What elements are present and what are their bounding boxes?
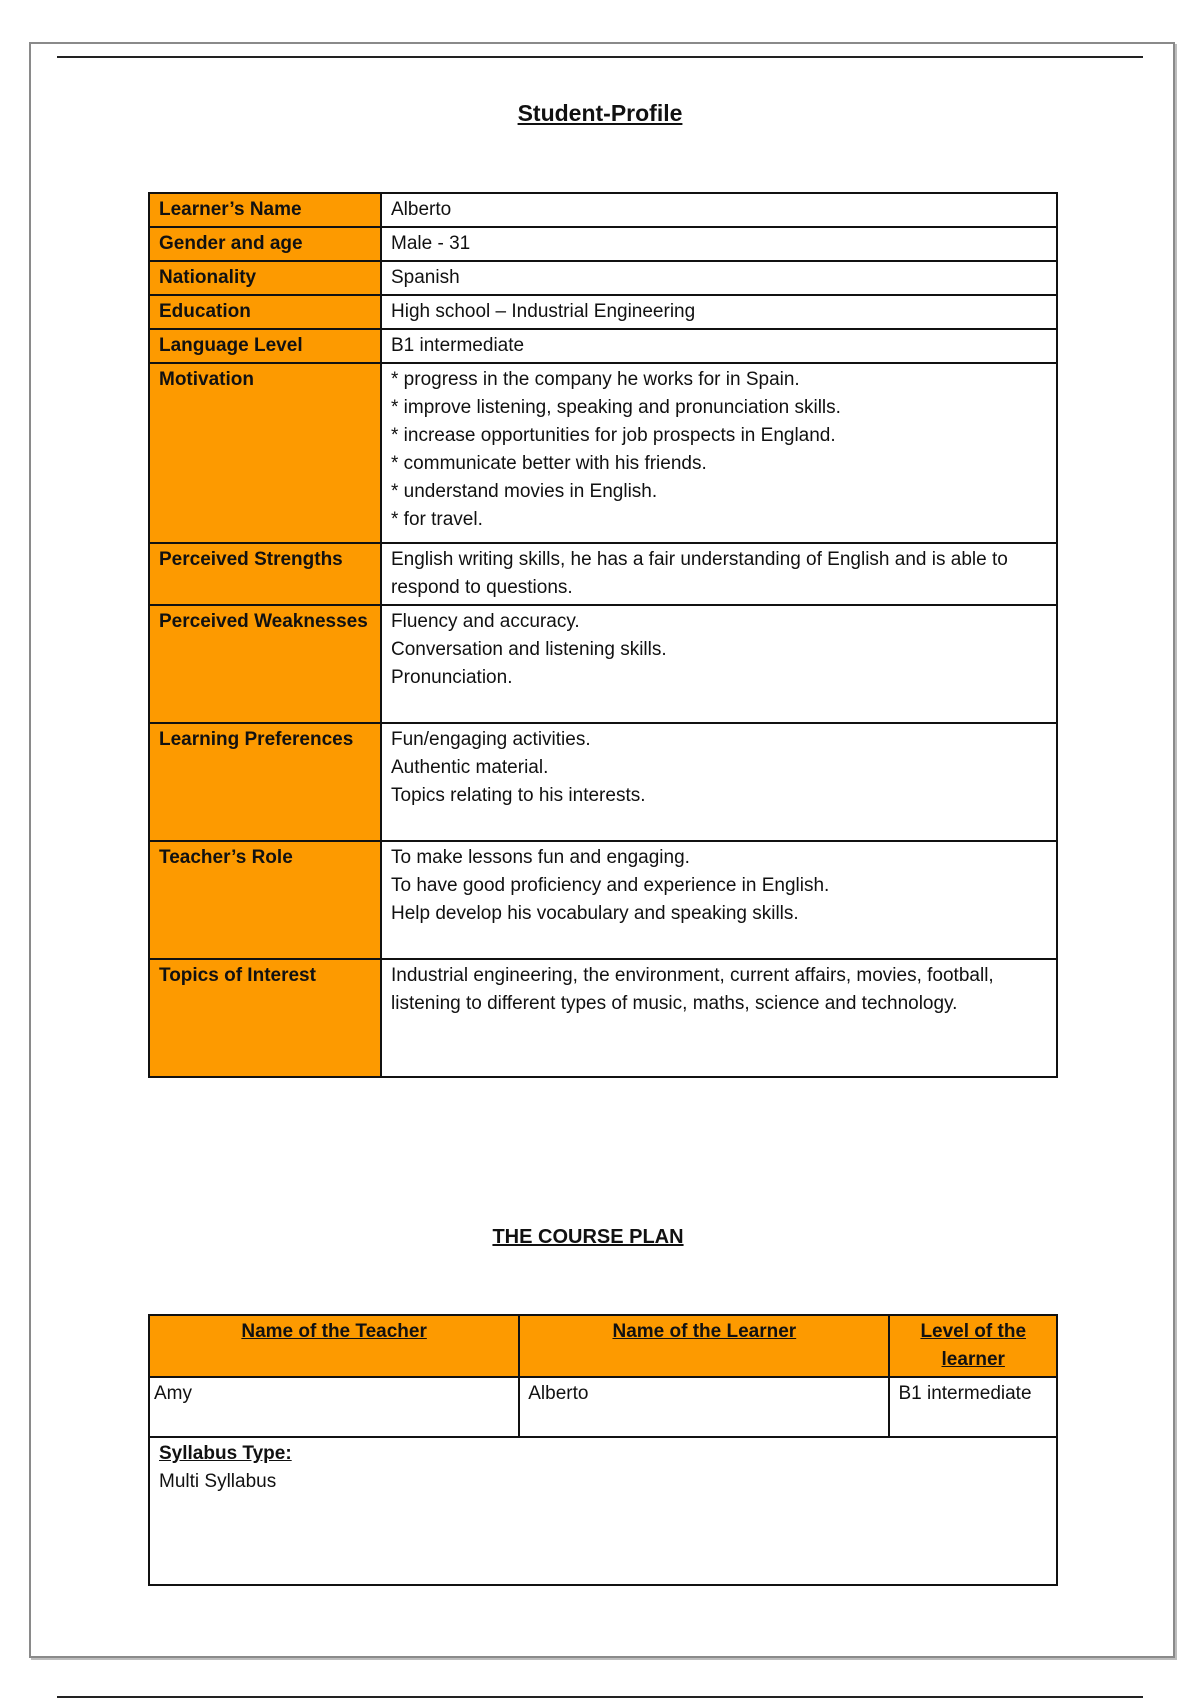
profile-value [381,723,1057,841]
profile-value-line: Alberto [391,199,452,220]
header-teacher: Name of the Teacher [149,1315,519,1377]
student-profile-table [148,192,1058,1078]
profile-value-line: * for travel. [391,509,483,530]
profile-value [381,959,1057,1077]
profile-value-line: Topics relating to his interests. [391,785,646,806]
profile-label: Gender and age [149,227,381,261]
profile-row [149,605,1057,723]
profile-row [149,295,1057,329]
profile-value-line: To make lessons fun and engaging. [391,847,690,868]
header-level: Level of the learner [889,1315,1057,1377]
learner-name: Alberto [519,1377,889,1437]
profile-value [381,363,1057,543]
profile-label: Learning Preferences [149,723,381,841]
header-learner: Name of the Learner [519,1315,889,1377]
profile-value-line: B1 intermediate [391,335,525,356]
bottom-rule [57,1696,1143,1698]
learner-level: B1 intermediate [889,1377,1057,1437]
profile-label: Perceived Weaknesses [149,605,381,723]
profile-value-line: Fluency and accuracy. [391,611,580,632]
profile-value-line: Conversation and listening skills. [391,639,667,660]
profile-row [149,959,1057,1077]
profile-value-line: Help develop his vocabulary and speaking skills. [391,903,799,924]
teacher-name: Amy [149,1377,519,1437]
profile-row [149,193,1057,227]
profile-value-line: Authentic material. [391,757,549,778]
profile-row [149,227,1057,261]
profile-value-line: Spanish [391,267,460,288]
profile-row [149,543,1057,605]
profile-label: Teacher’s Role [149,841,381,959]
profile-row [149,261,1057,295]
profile-row [149,329,1057,363]
profile-value-line: Pronunciation. [391,667,513,688]
profile-value-line: * increase opportunities for job prospects in England. [391,425,836,446]
syllabus-label: Syllabus Type: [159,1443,292,1464]
profile-value-line: Industrial engineering, the environment, current affairs, movies, football, listening to different types of music, maths, science and technology. [391,965,994,1014]
profile-value [381,193,1057,227]
course-plan-title: THE COURSE PLAN [492,1226,684,1248]
profile-value [381,261,1057,295]
profile-value [381,295,1057,329]
profile-value [381,841,1057,959]
profile-label: Learner’s Name [149,193,381,227]
profile-label: Motivation [149,363,381,543]
profile-row [149,841,1057,959]
profile-value-line: High school – Industrial Engineering [391,301,696,322]
profile-row [149,723,1057,841]
profile-value-line: * progress in the company he works for in Spain. [391,369,800,390]
profile-label: Language Level [149,329,381,363]
profile-value [381,543,1057,605]
top-rule [57,56,1143,58]
profile-label: Nationality [149,261,381,295]
syllabus-value: Multi Syllabus [159,1471,277,1492]
profile-value-line: * understand movies in English. [391,481,658,502]
profile-title: Student-Profile [517,100,683,126]
course-plan-table [148,1314,1058,1586]
profile-value-line: Fun/engaging activities. [391,729,591,750]
profile-value-line: * improve listening, speaking and pronunciation skills. [391,397,841,418]
profile-value [381,227,1057,261]
profile-label: Perceived Strengths [149,543,381,605]
profile-value-line: * communicate better with his friends. [391,453,707,474]
profile-label: Education [149,295,381,329]
profile-label: Topics of Interest [149,959,381,1077]
profile-value-line: English writing skills, he has a fair understanding of English and is able to respond to questions. [391,549,1008,598]
profile-value [381,329,1057,363]
profile-value-line: Male - 31 [391,233,471,254]
syllabus-cell [149,1437,1057,1585]
profile-value-line: To have good proficiency and experience in English. [391,875,830,896]
profile-value [381,605,1057,723]
profile-row [149,363,1057,543]
